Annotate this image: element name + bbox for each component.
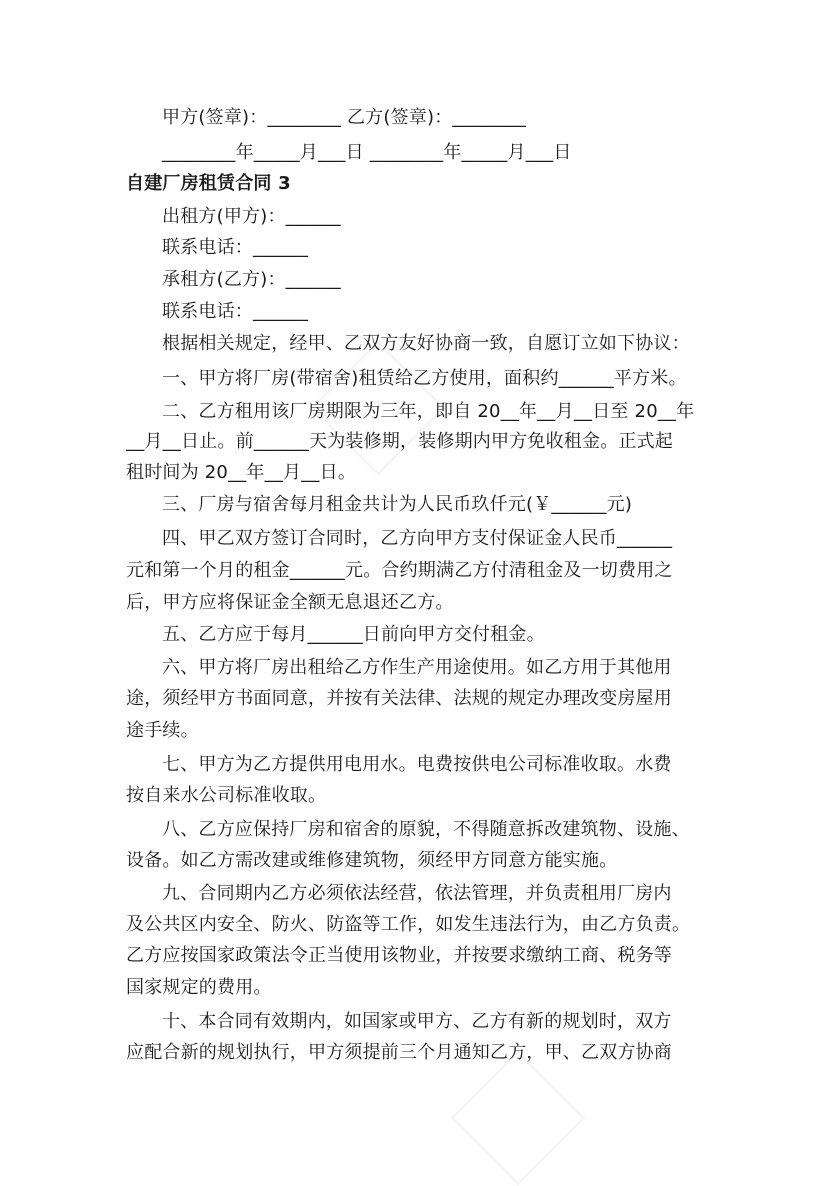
clause-line: 七、甲方为乙方提供用电用水。电费按供电公司标准收取。水费	[162, 754, 672, 775]
preamble-line: 根据相关规定，经甲、乙双方友好协商一致，自愿订立如下协议：	[162, 333, 690, 354]
clause-line: 八、乙方应保持厂房和宿舍的原貌，不得随意拆改建筑物、设施、	[162, 819, 690, 840]
clause-line: 九、合同期内乙方必须依法经营，依法管理，并负责租用厂房内	[162, 883, 672, 904]
signature-line: 甲方(签章)：________ 乙方(签章)：________	[162, 107, 527, 128]
clause-line: 国家规定的费用。	[126, 977, 272, 998]
clause-line: 租时间为 20__年__月__日。	[126, 462, 357, 483]
clause-line: 二、乙方租用该厂房期限为三年，即自 20__年__月__日至 20__年	[162, 401, 695, 422]
clause-line: 四、甲乙双方签订合同时，乙方向甲方支付保证金人民币______	[162, 528, 673, 549]
clause-line: 三、厂房与宿舍每月租金共计为人民币玖仟元(￥______元)	[162, 494, 633, 515]
clause-line: 设备。如乙方需改建或维修建筑物，须经甲方同意方能实施。	[126, 850, 618, 871]
date-line: ________年_____月___日 ________年_____月___日	[162, 142, 572, 163]
clause-line: 五、乙方应于每月______日前向甲方交付租金。	[162, 624, 545, 645]
clause-line: __月__日止。前______天为装修期，装修期内甲方免收租金。正式起	[126, 431, 673, 452]
clause-line: 途，须经甲方书面同意，并按有关法律、法规的规定办理改变房屋用	[126, 688, 672, 709]
clause-line: 后，甲方应将保证金全额无息退还乙方。	[126, 592, 454, 613]
section-title: 自建厂房租赁合同 3	[126, 173, 291, 194]
clause-line: 六、甲方将厂房出租给乙方作生产用途使用。如乙方用于其他用	[162, 657, 672, 678]
lessee-line: 承租方(乙方)：______	[162, 269, 341, 290]
lessor-line: 出租方(甲方)：______	[162, 206, 341, 227]
clause-line: 及公共区内安全、防火、防盗等工作，如发生违法行为，由乙方负责。	[126, 914, 691, 935]
clause-line: 应配合新的规划执行，甲方须提前三个月通知乙方，甲、乙双方协商	[126, 1042, 672, 1063]
clause-line: 途手续。	[126, 720, 199, 741]
clause-line: 元和第一个月的租金______元。合约期满乙方付清租金及一切费用之	[126, 560, 673, 581]
watermark	[450, 1050, 586, 1186]
clause-line: 一、甲方将厂房(带宿舍)租赁给乙方使用，面积约______平方米。	[162, 368, 687, 389]
clause-line: 十、本合同有效期内，如国家或甲方、乙方有新的规划时，双方	[162, 1011, 672, 1032]
lessee-phone-line: 联系电话：______	[162, 301, 309, 322]
clause-line: 按自来水公司标准收取。	[126, 785, 327, 806]
clause-line: 乙方应按国家政策法令正当使用该物业，并按要求缴纳工商、税务等	[126, 945, 672, 966]
lessor-phone-line: 联系电话：______	[162, 237, 309, 258]
